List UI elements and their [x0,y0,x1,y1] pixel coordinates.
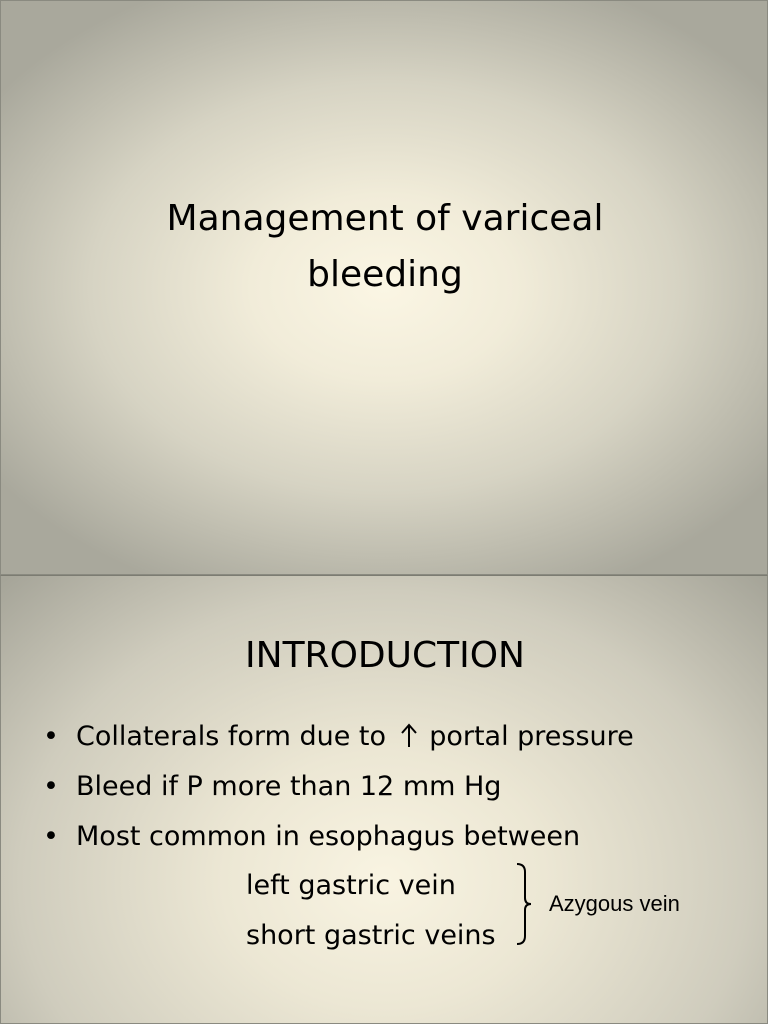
up-arrow-icon [399,722,419,748]
bullet-bleed [43,769,501,805]
bullet-bleed-text: Bleed if P more than 12 mm Hg [76,771,502,802]
slide-title-line-1: Management of variceal [166,198,604,239]
bullet-collaterals [43,719,634,755]
right-brace-icon [513,862,535,946]
vein-left-gastric: left gastric vein [246,870,456,901]
slide-title-line-2: bleeding [307,254,463,295]
bullet-dot: • [43,771,59,802]
bullet-dot: • [43,721,59,752]
bullet-collaterals-text-2: portal pressure [429,721,634,752]
vein-short-gastric: short gastric veins [246,920,496,951]
bullet-most-common [43,819,580,855]
bullet-collaterals-text: Collaterals form due to [76,721,386,752]
slide-2 [0,575,768,1024]
introduction-heading: INTRODUCTION [245,635,525,676]
slide-title [1,191,768,303]
bullet-most-common-text: Most common in esophagus between [76,821,581,852]
bullet-dot: • [43,821,59,852]
azygous-vein-label: Azygous vein [549,891,680,916]
